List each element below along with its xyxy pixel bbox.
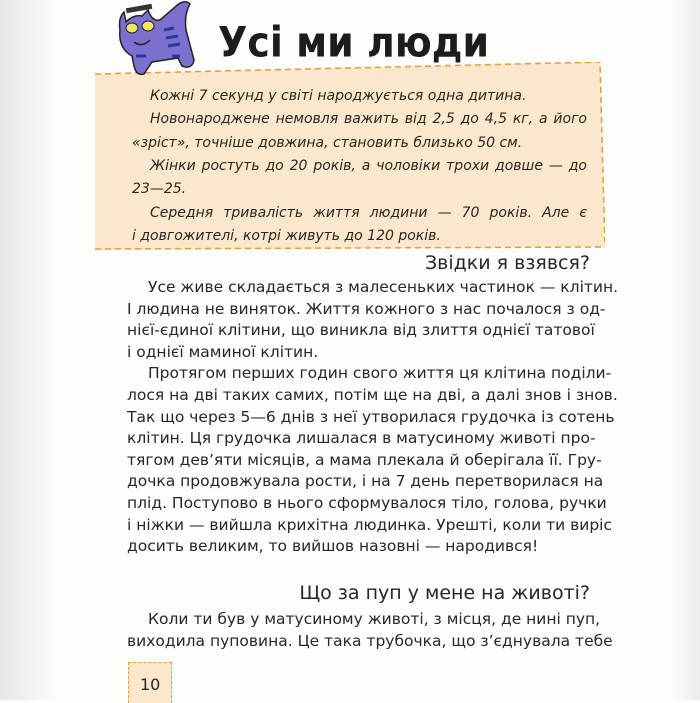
fact-line: 23—25. <box>132 181 187 198</box>
body-text-line: Коли ти був у матусиному животі, з місця, де нині пуп, <box>148 610 601 628</box>
page-title: Усі ми люди <box>218 17 490 67</box>
fact-line: «зріст», точніше довжина, становить близько 50 см. <box>132 134 523 151</box>
fact-line: Новонароджене немовля важить від 2,5 до 4,5 кг, а його <box>150 111 587 128</box>
body-text-line: і ніжки — вийшла крихітна людинка. Урешті, коли ти виріс <box>127 515 613 534</box>
page-number-tab <box>128 662 172 703</box>
page-number: 10 <box>140 675 161 694</box>
body-text-line: клітин. Ця грудочка лишалася в матусиному животі про- <box>127 429 596 448</box>
page-edge-shadow <box>670 0 700 700</box>
body-text-line: досить великим, то вийшов назовні — народився! <box>127 537 539 556</box>
page-gutter-shadow <box>0 0 60 700</box>
cat-mascot-icon <box>112 0 212 78</box>
fact-line: Середня тривалість життя людини — 70 років. Але є <box>150 204 587 221</box>
body-text-line: плід. Поступово в нього сформувалося тіло, голова, ручки <box>127 494 607 512</box>
body-text-line: І людина не виняток. Життя кожного з нас почалося з од- <box>127 299 606 318</box>
fact-line: і довгожителі, котрі живуть до 120 років. <box>132 227 441 244</box>
body-text-line: лося на дві таких самих, потім ще на дві, а далі знов і знов. <box>127 386 618 404</box>
body-text-line: і однієї маминої клітин. <box>127 342 319 361</box>
body-text-line: виходила пуповина. Це така трубочка, що з’єднувала тебе <box>127 632 613 650</box>
body-text-line: Усе живе складається з малесеньких частинок — клітин. <box>148 278 619 296</box>
body-text-line: тягом дев’яти місяців, а мама плекала й оберігала її. Гру- <box>127 450 602 469</box>
section-heading-origin: Звідки я взявся? <box>424 252 590 274</box>
fact-line: Жінки ростуть до 20 років, а чоловіки трохи довше — до <box>150 157 587 174</box>
body-text-line: дочка продовжувала рости, і на 7 день перетворилася на <box>127 472 604 491</box>
body-text-line: нієї-єдиної клітини, що виникла від злиття однієї татової <box>127 321 595 340</box>
body-text-line: Так що через 5—6 днів з неї утворилася грудочка із сотень <box>127 407 615 426</box>
body-text-line: Протягом перших годин свого життя ця клітина поділи- <box>148 364 612 383</box>
fact-line: Кожні 7 секунд у світі народжується одна дитина. <box>150 88 527 104</box>
section-heading-navel: Що за пуп у мене на животі? <box>299 582 590 604</box>
